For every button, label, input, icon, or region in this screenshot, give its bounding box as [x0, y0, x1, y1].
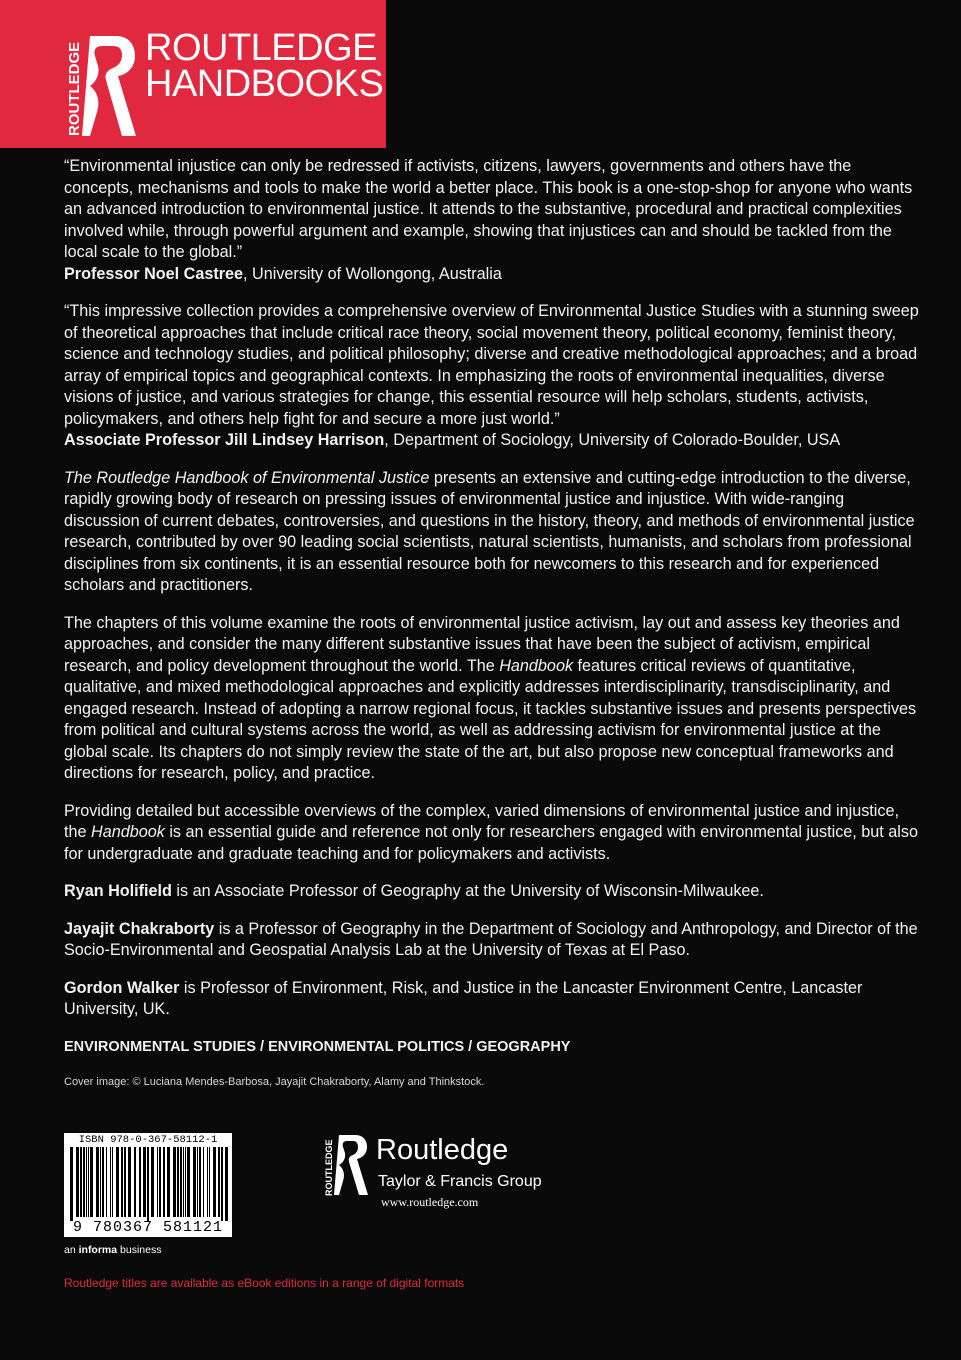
barcode-bar — [159, 1147, 161, 1217]
barcode-bar — [147, 1147, 149, 1221]
series-title-line2: HANDBOOKS — [145, 63, 384, 105]
editor-name-2: Jayajit Chakraborty — [64, 919, 215, 938]
publisher-url[interactable]: www.routledge.com — [381, 1195, 479, 1209]
barcode-bar — [110, 1147, 111, 1217]
barcode-bar — [134, 1147, 136, 1217]
endorsement-quote-1: “Environmental injustice can only be redressed if activists, citizens, lawyers, governments and others have the concepts, mechanisms and tools to make the world a better place. This book is a one-stop-shop for anyone who wants an advanced introduction to environmental justice. It attends to the substantive, procedural and practical complexities involved while, through powerful argument and example, showing that injustices can and should be tackled from the local scale to the global.” — [64, 157, 913, 261]
editor-bio-2 — [64, 919, 924, 962]
series-title-line1: ROUTLEDGE — [145, 27, 377, 69]
barcode-bar — [173, 1147, 176, 1217]
description-paragraph-1 — [64, 468, 924, 597]
barcode-bar — [209, 1147, 210, 1217]
barcode-bar — [106, 1147, 107, 1217]
barcode-bar — [96, 1147, 99, 1217]
editor-bio-text-1: is an Associate Professor of Geography at the University of Wisconsin-Milwaukee. — [171, 882, 764, 900]
informa-suffix: business — [117, 1244, 162, 1256]
barcode-bar — [128, 1147, 131, 1217]
informa-word: informa — [78, 1244, 118, 1256]
barcode-bar — [90, 1147, 93, 1217]
barcode-bar — [225, 1147, 228, 1221]
barcode-bar — [197, 1147, 198, 1217]
barcode-bar — [203, 1147, 204, 1217]
description-p3-text-b: is an essential guide and reference not only for researchers engaged with environmental justice, but also for undergraduate and graduate teaching and for policymakers and activists. — [64, 823, 918, 863]
endorser-affiliation-1: , University of Wollongong, Australia — [243, 264, 502, 283]
barcode-bar — [80, 1147, 82, 1217]
barcode-bar — [187, 1147, 190, 1217]
barcode-bar — [151, 1147, 154, 1217]
back-cover-text — [64, 156, 924, 1094]
description-p2-text-b: features critical reviews of quantitative, qualitative, and mixed methodological approaches and explicitly addresses interdisciplinarity, transdisciplinarity, and engaged research. Instead of adopting a narrow regional focus, it tackles substantive issues and presents perspectives from political and cultural systems across the world, as well as addressing activism for environmental justice at the global scale. Its chapters do not simply review the state of the art, but also propose new conceptual frameworks and directions for research, policy, and practice. — [64, 656, 917, 782]
barcode-bar — [124, 1147, 126, 1217]
barcode-bar — [157, 1147, 158, 1217]
editor-bio-3 — [64, 978, 924, 1021]
barcode-bar — [83, 1147, 85, 1217]
barcode-bar — [76, 1147, 79, 1217]
barcode-isbn-label: ISBN 978-0-367-58112-1 — [78, 1134, 218, 1146]
endorsement-attribution-2 — [64, 430, 924, 452]
endorsement-attribution-1 — [64, 264, 924, 286]
barcode-bar — [177, 1147, 179, 1217]
publisher-group: Taylor & Francis Group — [378, 1173, 542, 1190]
barcode-bar — [112, 1147, 113, 1217]
barcode-bar — [218, 1147, 220, 1217]
description-p2-text-a: The chapters of this volume examine the roots of environmental justice activism, lay out and assess key theories and approaches, and consider the many different substantive issues that have been the subject of activism, empirical research, and policy development throughout the world. The — [64, 613, 900, 675]
logo-vertical-word: ROUTLEDGE — [66, 41, 83, 136]
barcode-bar — [88, 1147, 89, 1217]
barcode-bar — [102, 1147, 104, 1217]
barcode-bar — [100, 1147, 101, 1217]
barcode-bar — [183, 1147, 184, 1217]
isbn-barcode — [64, 1133, 232, 1237]
endorser-name-2: Associate Professor Jill Lindsey Harrison — [64, 431, 385, 449]
subject-categories: ENVIRONMENTAL STUDIES / ENVIRONMENTAL POLITICS / GEOGRAPHY — [64, 1038, 571, 1055]
description-p3-text-a: Providing detailed but accessible overviews of the complex, varied dimensions of environmental justice and injustice, the — [64, 801, 899, 841]
barcode-bar — [139, 1147, 141, 1217]
series-title — [145, 27, 384, 105]
series-brand-block — [0, 0, 386, 148]
editor-name-3: Gordon Walker — [64, 978, 180, 997]
editor-bio-text-2: is a Professor of Geography in the Department of Sociology and Anthropology, and Director of the Socio-Environmental and Geospatial Analysis Lab at the University of Texas at El Paso. — [64, 919, 918, 959]
barcode-bar — [121, 1147, 123, 1217]
endorsement-quote-2: “This impressive collection provides a comprehensive overview of Environmental Justice Studies with a stunning sweep of theoretical approaches that include critical race theory, social movement theory, political economy, feminist theory, science and technology studies, and political philosophy; diverse and creative methodological approaches; and a broad array of empirical topics and geographical contexts. In emphasizing the roots of environmental inequalities, diverse visions of justice, and various strategies for change, this essential resource will help scholars, students, activists, policymakers, and others help fight for and secure a more just world.” — [64, 302, 919, 428]
book-title: The Routledge Handbook of Environmental Justice — [64, 468, 430, 487]
description-p3-italic: Handbook — [91, 823, 165, 841]
description-p1-text: presents an extensive and cutting-edge introduction to the diverse, rapidly growing body of research on pressing issues of environmental justice and injustice. With wide-ranging discussion of current debates, controversies, and questions in the history, theory, and methods of environmental justice research, contributed by over 90 leading social scientists, natural scientists, humanists, and scholars from professional disciplines from six continents, it is an essential resource both for newcomers to this research and for experienced scholars and practitioners. — [64, 468, 915, 594]
endorser-name-1: Professor Noel Castree — [64, 264, 244, 283]
informa-business-note — [64, 1244, 161, 1256]
editor-bio-text-3: is Professor of Environment, Risk, and Justice in the Lancaster Environment Centre, Lancaster University, UK. — [64, 978, 863, 1018]
barcode-bar — [180, 1147, 182, 1217]
routledge-logo-icon — [62, 34, 138, 138]
barcode-bar — [221, 1147, 223, 1221]
cover-image-credit: Cover image: © Luciana Mendes-Barbosa, Jayajit Chakraborty, Alamy and Thinkstock. — [64, 1076, 485, 1088]
editor-bio-1 — [64, 881, 924, 903]
endorser-affiliation-2: , Department of Sociology, University of Colorado-Boulder, USA — [384, 431, 841, 449]
barcode-bar — [199, 1147, 201, 1217]
publisher-name: Routledge — [376, 1134, 509, 1166]
routledge-publisher-logo-icon — [323, 1134, 369, 1196]
barcode-bar — [193, 1147, 196, 1217]
description-p2-italic: Handbook — [499, 656, 574, 675]
barcode-bar — [86, 1147, 87, 1217]
barcode-bar — [143, 1147, 146, 1217]
barcode-number: 9 780367 581121 — [72, 1219, 224, 1236]
barcode-bar — [167, 1147, 170, 1217]
barcode-bar — [185, 1147, 186, 1217]
barcode-bar — [163, 1147, 165, 1217]
publisher-logo-vertical-word: ROUTLEDGE — [324, 1139, 334, 1196]
editor-name-1: Ryan Holifield — [64, 882, 172, 900]
description-paragraph-3 — [64, 801, 924, 866]
description-paragraph-2 — [64, 613, 924, 785]
informa-prefix: an — [64, 1244, 79, 1256]
barcode-bar — [213, 1147, 216, 1217]
barcode-bar — [116, 1147, 119, 1217]
ebook-availability-note: Routledge titles are available as eBook editions in a range of digital formats — [64, 1276, 465, 1290]
barcode-bar — [207, 1147, 208, 1217]
barcode-bar — [70, 1147, 73, 1221]
